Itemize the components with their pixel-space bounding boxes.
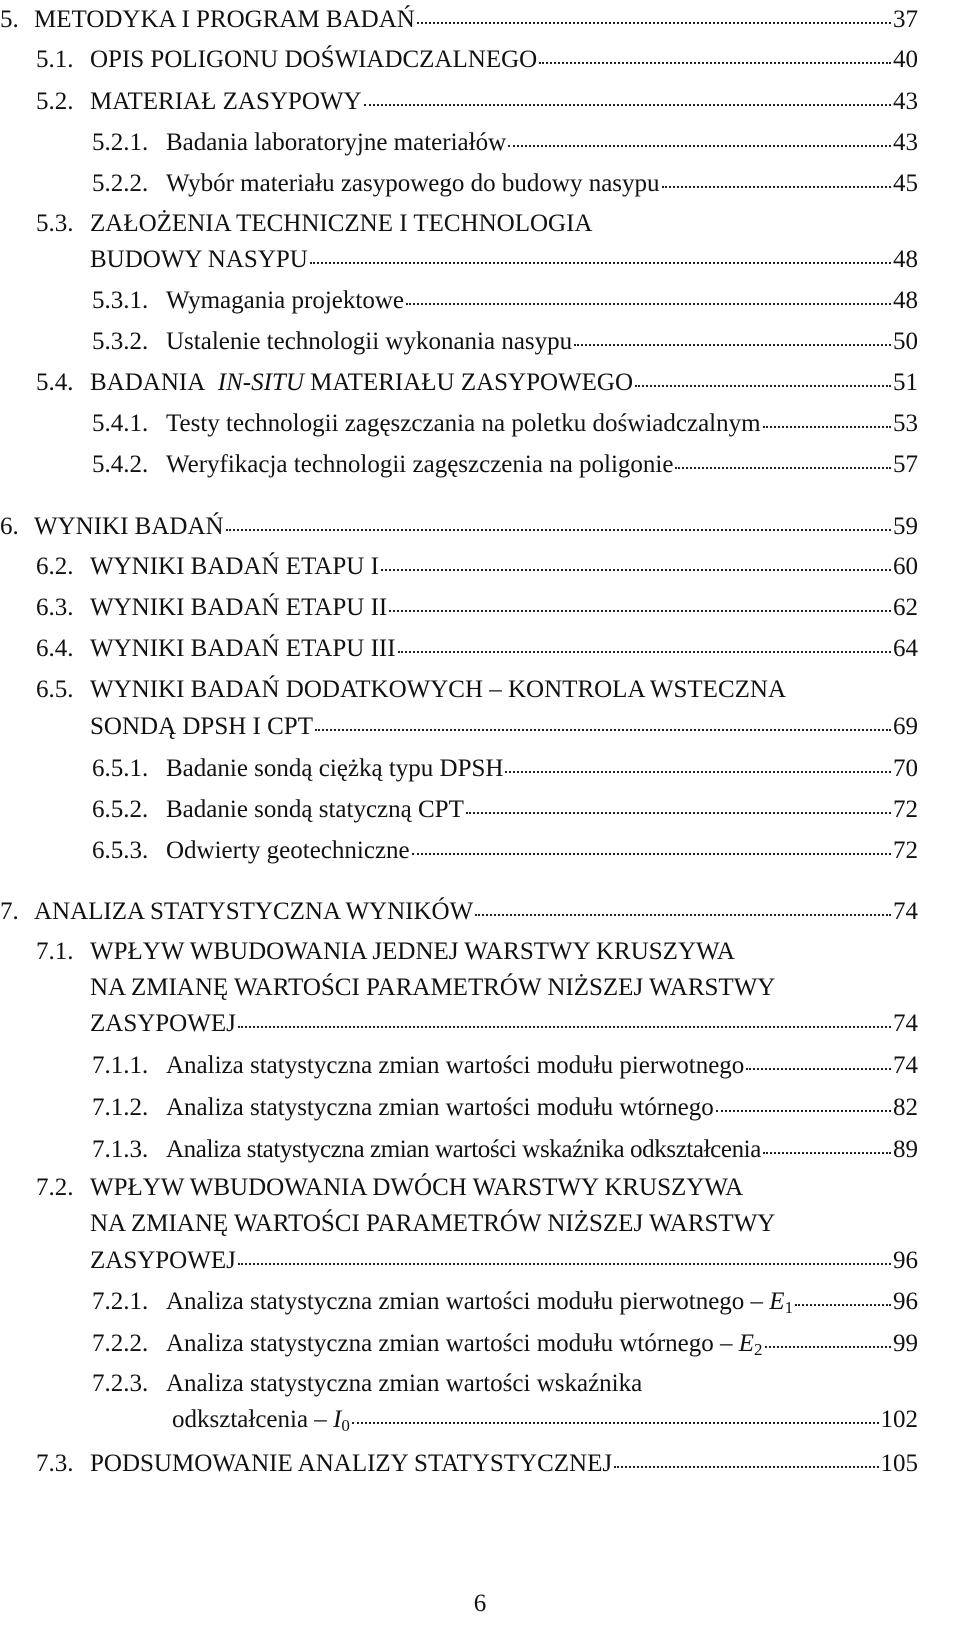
- dot-leader: [238, 1026, 891, 1028]
- dot-leader: [406, 303, 891, 305]
- entry-number: 5.3.2.: [92, 328, 149, 355]
- entry-page: 99: [893, 1330, 918, 1357]
- dot-leader: [505, 771, 891, 773]
- toc-entry[interactable]: [90, 1243, 918, 1279]
- entry-number: 7.: [0, 898, 19, 925]
- entry-title-part: BADANIA: [90, 369, 206, 396]
- entry-title: Testy technologii zagęszczania na poletku doświadczalnym: [166, 410, 761, 437]
- entry-page: 43: [893, 129, 918, 156]
- entry-symbol: I: [333, 1406, 342, 1433]
- entry-title: Weryfikacja technologii zagęszczenia na poligonie: [166, 451, 674, 478]
- entry-page: 48: [893, 246, 918, 273]
- entry-number: 6.: [0, 513, 19, 540]
- toc-entry-first-line[interactable]: [36, 206, 592, 242]
- entry-page: 50: [893, 328, 918, 355]
- page-number: 6: [473, 1590, 487, 1617]
- entry-page: 70: [893, 755, 918, 782]
- dot-leader: [675, 467, 891, 469]
- toc-entry-first-line[interactable]: [36, 1170, 743, 1206]
- entry-page: 48: [893, 287, 918, 314]
- entry-title: METODYKA I PROGRAM BADAŃ: [34, 6, 415, 33]
- entry-title: ZASYPOWEJ: [90, 1247, 236, 1274]
- toc-entry[interactable]: [92, 833, 918, 869]
- entry-symbol-subscript: 1: [784, 1298, 794, 1317]
- entry-title-line: ZAŁOŻENIA TECHNICZNE I TECHNOLOGIA: [90, 210, 593, 237]
- entry-title-line: NA ZMIANĘ WARTOŚCI PARAMETRÓW NIŻSZEJ WARSTWY: [90, 974, 776, 1001]
- toc-entry[interactable]: [92, 792, 918, 828]
- entry-number: 7.2.: [36, 1174, 74, 1201]
- entry-title-part: Analiza statystyczna zmian wartości modułu wtórnego –: [166, 1330, 733, 1357]
- entry-number: 5.2.1.: [92, 129, 149, 156]
- toc-entry[interactable]: [92, 324, 918, 360]
- dot-leader: [716, 1110, 891, 1112]
- entry-symbol-subscript: 2: [754, 1340, 763, 1359]
- toc-entry[interactable]: [36, 42, 918, 78]
- entry-number: 6.5.1.: [92, 755, 149, 782]
- toc-entry[interactable]: [36, 365, 918, 401]
- entry-number: 5.3.1.: [92, 287, 149, 314]
- entry-title: BUDOWY NASYPU: [90, 246, 308, 273]
- toc-entry-first-line[interactable]: [36, 672, 786, 708]
- entry-number: 5.3.: [36, 210, 74, 237]
- dot-leader: [574, 344, 891, 346]
- dot-leader: [398, 651, 891, 653]
- entry-page: 74: [893, 1010, 918, 1037]
- entry-number: 6.3.: [36, 594, 74, 621]
- entry-page: 40: [893, 46, 918, 73]
- entry-title-line: WPŁYW WBUDOWANIA JEDNEJ WARSTWY KRUSZYWA: [90, 938, 735, 965]
- entry-page: 45: [893, 170, 918, 197]
- dot-leader: [763, 1152, 891, 1154]
- entry-title: SONDĄ DPSH I CPT: [90, 713, 313, 740]
- entry-title: PODSUMOWANIE ANALIZY STATYSTYCZNEJ: [90, 1450, 613, 1477]
- entry-title: MATERIAŁ ZASYPOWY: [90, 88, 362, 115]
- entry-title: Wymagania projektowe: [166, 287, 404, 314]
- entry-page: 96: [893, 1288, 918, 1315]
- dot-leader: [475, 914, 891, 916]
- dot-leader: [746, 1068, 891, 1070]
- entry-page: 59: [893, 513, 918, 540]
- entry-symbol: E: [769, 1288, 785, 1315]
- toc-entry[interactable]: [92, 1284, 918, 1320]
- entry-page: 37: [893, 6, 918, 33]
- toc-entry[interactable]: [90, 709, 918, 745]
- entry-number: 5.4.1.: [92, 410, 149, 437]
- dot-leader: [364, 104, 891, 106]
- entry-title: Badanie sondą statyczną CPT: [166, 796, 464, 823]
- entry-title: ZASYPOWEJ: [90, 1010, 236, 1037]
- entry-number: 5.: [0, 6, 19, 33]
- toc-entry-first-line[interactable]: [36, 934, 735, 970]
- entry-title: Badania laboratoryjne materiałów: [166, 129, 507, 156]
- entry-number: 5.2.: [36, 88, 74, 115]
- entry-title: Badanie sondą ciężką typu DPSH: [166, 755, 504, 782]
- entry-page: 57: [893, 451, 918, 478]
- dot-leader: [315, 729, 891, 731]
- dot-leader: [635, 385, 891, 387]
- dot-leader: [795, 1304, 891, 1306]
- dot-leader: [352, 1422, 879, 1424]
- dot-leader: [539, 62, 891, 64]
- entry-title: Odwierty geotechniczne: [166, 837, 410, 864]
- toc-entry[interactable]: [36, 1446, 918, 1482]
- entry-number: 7.2.1.: [92, 1288, 149, 1315]
- dot-leader: [763, 426, 891, 428]
- dot-leader: [765, 1346, 891, 1348]
- toc-entry-second-line[interactable]: [90, 1206, 775, 1242]
- toc-entry[interactable]: [92, 283, 918, 319]
- entry-number: 6.5.: [36, 676, 74, 703]
- toc-entry[interactable]: [36, 549, 918, 585]
- entry-title: ANALIZA STATYSTYCZNA WYNIKÓW: [34, 898, 474, 925]
- entry-title: WYNIKI BADAŃ ETAPU III: [90, 635, 396, 662]
- toc-entry[interactable]: [0, 509, 918, 545]
- dot-leader: [381, 569, 891, 571]
- entry-number: 6.5.2.: [92, 796, 149, 823]
- dot-leader: [417, 22, 891, 24]
- entry-title-part: Analiza statystyczna zmian wartości modułu pierwotnego –: [166, 1288, 764, 1315]
- entry-page: 72: [893, 837, 918, 864]
- entry-title: Analiza statystyczna zmian wartości modułu pierwotnego: [166, 1052, 745, 1079]
- toc-entry[interactable]: [92, 1132, 918, 1168]
- entry-title: Wybór materiału zasypowego do budowy nasypu: [166, 170, 660, 197]
- toc-entry[interactable]: [36, 84, 918, 120]
- entry-number: 7.1.3.: [92, 1136, 149, 1163]
- entry-title: Analiza statystyczna zmian wartości wskaźnika odkształcenia: [166, 1136, 761, 1163]
- toc-entry[interactable]: [90, 242, 918, 278]
- entry-number: 5.4.: [36, 369, 74, 396]
- entry-title: [166, 1284, 793, 1326]
- toc-entry[interactable]: [92, 751, 918, 787]
- entry-number: 5.4.2.: [92, 451, 149, 478]
- entry-title: WYNIKI BADAŃ ETAPU II: [90, 594, 388, 621]
- toc-entry[interactable]: [92, 125, 918, 161]
- entry-page: 53: [893, 410, 918, 437]
- dot-leader: [389, 610, 891, 612]
- toc-entry[interactable]: [0, 894, 918, 930]
- toc-entry[interactable]: [90, 1006, 918, 1042]
- toc-entry[interactable]: [92, 1090, 918, 1126]
- dot-leader: [412, 853, 891, 855]
- dot-leader: [466, 812, 891, 814]
- entry-page: 43: [893, 88, 918, 115]
- dot-leader: [662, 186, 891, 188]
- entry-page: 74: [893, 1052, 918, 1079]
- toc-entry[interactable]: [92, 406, 918, 442]
- entry-number: 7.1.2.: [92, 1094, 149, 1121]
- entry-title-part: odkształcenia –: [172, 1406, 327, 1433]
- toc-entry[interactable]: [92, 1326, 918, 1362]
- entry-number: 6.4.: [36, 635, 74, 662]
- entry-page: 74: [893, 898, 918, 925]
- toc-entry[interactable]: [36, 590, 918, 626]
- toc-entry[interactable]: [92, 166, 918, 202]
- toc-entry[interactable]: [172, 1402, 918, 1438]
- dot-leader: [238, 1263, 891, 1265]
- toc-entry-first-line[interactable]: [92, 1366, 642, 1402]
- entry-page: 69: [893, 713, 918, 740]
- entry-number: 7.1.: [36, 938, 74, 965]
- entry-number: 7.2.3.: [92, 1370, 149, 1397]
- entry-title: Ustalenie technologii wykonania nasypu: [166, 328, 573, 355]
- entry-number: 5.2.2.: [92, 170, 149, 197]
- entry-page: 89: [893, 1136, 918, 1163]
- entry-page: 51: [893, 369, 918, 396]
- dot-leader: [226, 529, 891, 531]
- entry-title-italic: IN-SITU: [217, 369, 304, 396]
- toc-entry[interactable]: [0, 2, 918, 38]
- entry-page: 82: [893, 1094, 918, 1121]
- toc-entry[interactable]: [92, 447, 918, 483]
- entry-title-line: NA ZMIANĘ WARTOŚCI PARAMETRÓW NIŻSZEJ WARSTWY: [90, 1210, 776, 1237]
- toc-entry[interactable]: [36, 631, 918, 667]
- entry-title-part: MATERIAŁU ZASYPOWEGO: [310, 369, 634, 396]
- dot-leader: [614, 1466, 878, 1468]
- entry-title: Analiza statystyczna zmian wartości modułu wtórnego: [166, 1094, 714, 1121]
- entry-page: 72: [893, 796, 918, 823]
- entry-symbol: E: [738, 1330, 755, 1357]
- entry-title-line: WPŁYW WBUDOWANIA DWÓCH WARSTWY KRUSZYWA: [90, 1174, 744, 1201]
- entry-title: [172, 1402, 350, 1444]
- entry-title: OPIS POLIGONU DOŚWIADCZALNEGO: [90, 46, 538, 73]
- dot-leader: [310, 262, 891, 264]
- entry-title-line: WYNIKI BADAŃ DODATKOWYCH – KONTROLA WSTECZNA: [90, 676, 787, 703]
- entry-number: 7.1.1.: [92, 1052, 149, 1079]
- entry-page: 64: [893, 635, 918, 662]
- entry-page: 102: [880, 1406, 918, 1433]
- entry-number: 7.3.: [36, 1450, 74, 1477]
- entry-title-line: Analiza statystyczna zmian wartości wskaźnika: [166, 1370, 643, 1397]
- entry-title: [90, 365, 633, 401]
- dot-leader: [508, 145, 891, 147]
- entry-title: [166, 1326, 763, 1368]
- entry-symbol-subscript: 0: [341, 1416, 350, 1435]
- entry-page: 105: [880, 1450, 918, 1477]
- entry-page: 62: [893, 594, 918, 621]
- toc-entry[interactable]: [92, 1048, 918, 1084]
- entry-page: 60: [893, 553, 918, 580]
- entry-page: 96: [893, 1247, 918, 1274]
- entry-number: 6.5.3.: [92, 837, 149, 864]
- entry-number: 7.2.2.: [92, 1330, 149, 1357]
- entry-number: 5.1.: [36, 46, 74, 73]
- entry-title: WYNIKI BADAŃ ETAPU I: [90, 553, 379, 580]
- toc-entry-second-line[interactable]: [90, 970, 775, 1006]
- entry-title: WYNIKI BADAŃ: [34, 513, 224, 540]
- entry-number: 6.2.: [36, 553, 74, 580]
